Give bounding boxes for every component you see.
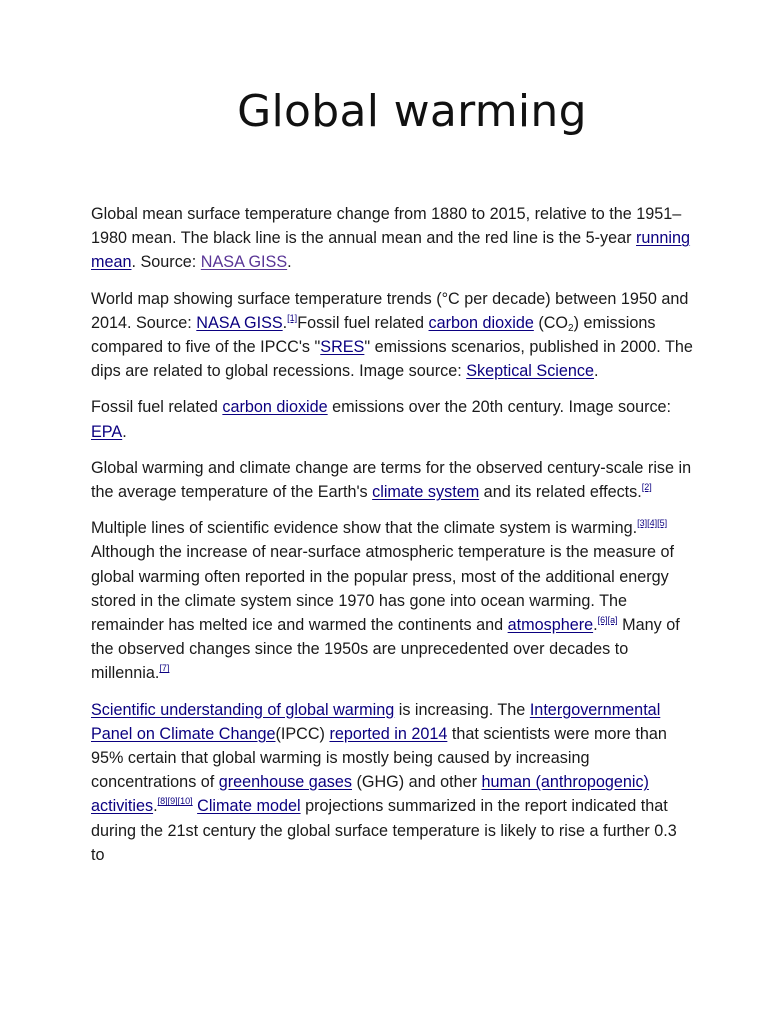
citation-link-1[interactable]: [1]: [287, 312, 298, 323]
text: Global warming and climate change are terms for the observed century-scale rise in the average temperature of the Earth's: [91, 458, 692, 502]
citation-link-9[interactable]: [9]: [167, 796, 178, 807]
text: (CO: [533, 313, 569, 332]
citation-ref: [287, 313, 297, 323]
article-body: [91, 202, 693, 879]
text: (IPCC): [275, 724, 330, 743]
paragraph-caption-fossil-fuel: [91, 395, 693, 443]
text: Multiple lines of scientific evidence show that the climate system is warming.: [91, 519, 638, 538]
text: .: [287, 253, 292, 272]
citation-ref: [158, 796, 193, 806]
citation-ref: [598, 615, 618, 625]
link-nasa-giss[interactable]: NASA GISS: [200, 253, 288, 272]
text: (GHG) and other: [351, 773, 482, 792]
link-epa[interactable]: EPA: [91, 422, 123, 441]
text: and its related effects.: [479, 483, 642, 502]
link-skeptical-science[interactable]: Skeptical Science: [466, 362, 594, 381]
citation-link-8[interactable]: [8]: [157, 796, 168, 807]
text: emissions over the 20th century. Image source:: [327, 398, 672, 417]
link-nasa-giss[interactable]: NASA GISS: [196, 313, 283, 332]
citation-link-a[interactable]: [a]: [607, 615, 618, 626]
text: projections summarized in the report indicated that during the 21st century the global surface temperature is likely to rise a further 0.3 to: [91, 797, 677, 864]
link-ipcc[interactable]: Intergovernmental Panel on Climate Change: [91, 700, 661, 743]
citation-ref: [159, 663, 169, 673]
paragraph-caption-world-map: [91, 287, 693, 384]
text: that scientists were more than 95% certain that global warming is mostly being caused by increasing concentrations of: [91, 724, 667, 792]
paragraph-evidence: [91, 516, 693, 685]
citation-link-3[interactable]: [3]: [637, 518, 648, 529]
link-carbon-dioxide[interactable]: carbon dioxide: [222, 398, 328, 417]
text: ) emissions compared to five of the IPCC's ": [91, 313, 656, 357]
text: Although the increase of near-surface atmospheric temperature is the measure of global warming often reported in the popular press, most of the additional energy stored in the climate system since 1970 has gone into ocean warming. The remainder has melted ice and warmed the continents and: [91, 543, 675, 635]
citation-ref: [637, 518, 667, 528]
text: is increasing. The: [394, 700, 530, 719]
text: .: [593, 616, 598, 635]
subscript: 2: [568, 322, 574, 334]
link-reported-in-2014[interactable]: reported in 2014: [329, 724, 448, 743]
text: .: [282, 313, 288, 332]
text: .: [122, 422, 127, 441]
citation-ref: [642, 482, 652, 492]
link-sres[interactable]: SRES: [320, 338, 365, 357]
text: Fossil fuel related: [297, 313, 429, 332]
citation-link-4[interactable]: [4]: [647, 518, 658, 529]
link-atmosphere[interactable]: atmosphere: [507, 616, 594, 635]
text: . Source:: [131, 253, 201, 272]
citation-link-10[interactable]: [10]: [177, 796, 193, 807]
link-running-mean[interactable]: running mean: [91, 229, 691, 272]
paragraph-caption-temperature-change: [91, 202, 693, 275]
link-greenhouse-gases[interactable]: greenhouse gases: [218, 773, 352, 792]
citation-link-7[interactable]: [7]: [159, 663, 170, 674]
text: World map showing surface temperature trends (°C per decade) between 1950 and 2014. Source:: [91, 289, 689, 332]
text: " emissions scenarios, published in 2000. The dips are related to global recessions. Image source:: [91, 338, 693, 381]
paragraph-definition: [91, 456, 693, 504]
paragraph-scientific-understanding: [91, 698, 693, 867]
text: .: [594, 362, 599, 381]
citation-link-5[interactable]: [5]: [657, 518, 668, 529]
link-human-activities[interactable]: human (anthropogenic) activities: [91, 773, 649, 816]
link-climate-model[interactable]: Climate model: [197, 797, 301, 816]
text: .: [153, 797, 158, 816]
link-carbon-dioxide[interactable]: carbon dioxide: [428, 313, 534, 332]
text: Many of the observed changes since the 1950s are unprecedented over decades to millennia.: [91, 616, 680, 683]
page-title: Global warming: [237, 86, 587, 137]
citation-link-2[interactable]: [2]: [641, 482, 652, 493]
text: Global mean surface temperature change from 1880 to 2015, relative to the 1951–1980 mean. The black line is the annual mean and the red line is the 5-year: [91, 205, 682, 248]
link-climate-system[interactable]: climate system: [372, 483, 480, 502]
link-scientific-understanding[interactable]: Scientific understanding of global warming: [91, 700, 395, 719]
citation-link-6[interactable]: [6]: [597, 615, 608, 626]
text: Fossil fuel related: [91, 398, 223, 417]
